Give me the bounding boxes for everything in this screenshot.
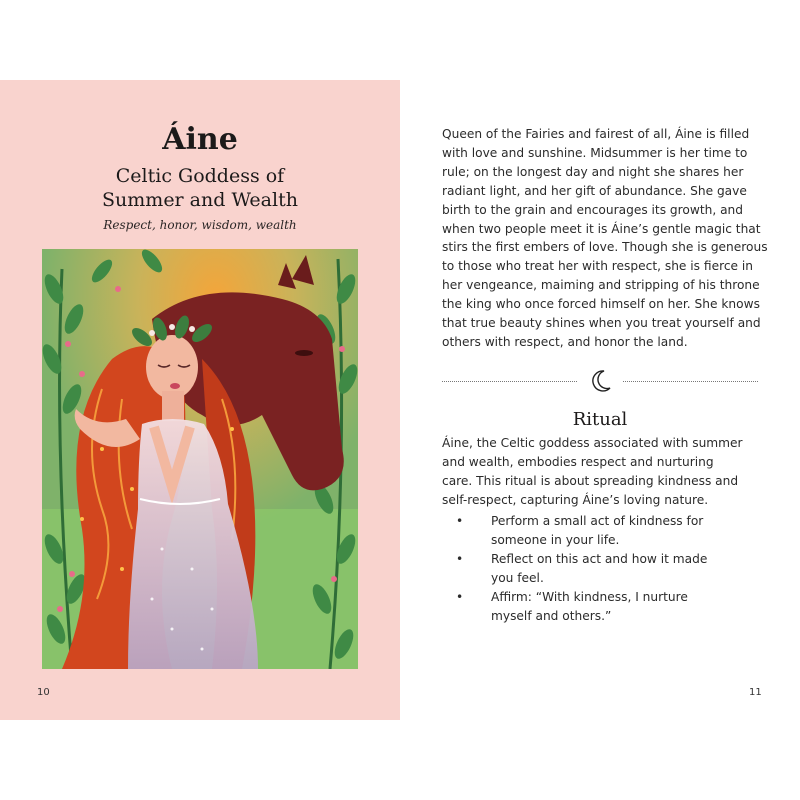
left-page — [0, 80, 400, 720]
page-number-left: 10 — [37, 687, 50, 698]
goddess-with-horse-illustration — [42, 249, 358, 669]
ritual-step — [442, 550, 772, 588]
step-line: you feel. — [491, 570, 544, 585]
text-line: to those who treat her with respect, she is fierce in — [442, 259, 754, 274]
text-line: rule; on the longest day and night she shares her — [442, 164, 744, 179]
step-line: someone in your life. — [491, 532, 620, 547]
ritual-intro — [442, 434, 772, 510]
goddess-subtitle — [0, 164, 400, 212]
divider-line-right — [623, 381, 758, 382]
step-line: • Reflect on this act and how it made — [491, 551, 708, 566]
text-line: care. This ritual is about spreading kindness and — [442, 473, 739, 488]
goddess-keywords: Respect, honor, wisdom, wealth — [103, 218, 297, 232]
text-line: stirs the first embers of love. Though she is generous — [442, 240, 768, 255]
divider-line-left — [442, 381, 577, 382]
subtitle-line: Celtic Goddess of — [115, 165, 285, 187]
text-line: that true beauty shines when you treat yourself and — [442, 316, 761, 331]
subtitle-line: Summer and Wealth — [102, 189, 298, 211]
ritual-step — [442, 512, 772, 550]
step-line: myself and others.” — [491, 608, 612, 623]
text-line: when two people meet it is Áine’s gentle magic that — [442, 221, 761, 236]
text-line: with love and sunshine. Midsummer is her time to — [442, 145, 748, 160]
text-line: radiant light, and her gift of abundance. She gave — [442, 183, 747, 198]
text-line: birth to the grain and encourages its growth, and — [442, 202, 744, 217]
text-line: others with respect, and honor the land. — [442, 334, 688, 349]
text-line: and wealth, embodies respect and nurturing — [442, 454, 714, 469]
crescent-moon-icon — [590, 369, 612, 393]
right-page — [400, 80, 800, 720]
step-line: • Perform a small act of kindness for — [491, 514, 704, 528]
text-line: her vengeance, maiming and stripping of his throne — [442, 278, 760, 293]
goddess-description — [442, 125, 772, 352]
text-line: self-respect, capturing Áine’s loving nature. — [442, 492, 709, 507]
step-line: • Affirm: “With kindness, I nurture — [491, 589, 688, 604]
section-divider — [442, 366, 758, 396]
page-number-right: 11 — [749, 687, 762, 698]
text-line: Queen of the Fairies and fairest of all, Áine is filled — [442, 127, 750, 141]
ritual-heading: Ritual — [572, 409, 628, 430]
ritual-step — [442, 588, 772, 626]
ritual-steps-list — [442, 512, 772, 625]
book-spread — [0, 80, 800, 720]
text-line: the king who once forced himself on her. She knows — [442, 297, 760, 312]
goddess-name-title: Áine — [162, 122, 238, 157]
text-line: Áine, the Celtic goddess associated with summer — [442, 436, 743, 450]
